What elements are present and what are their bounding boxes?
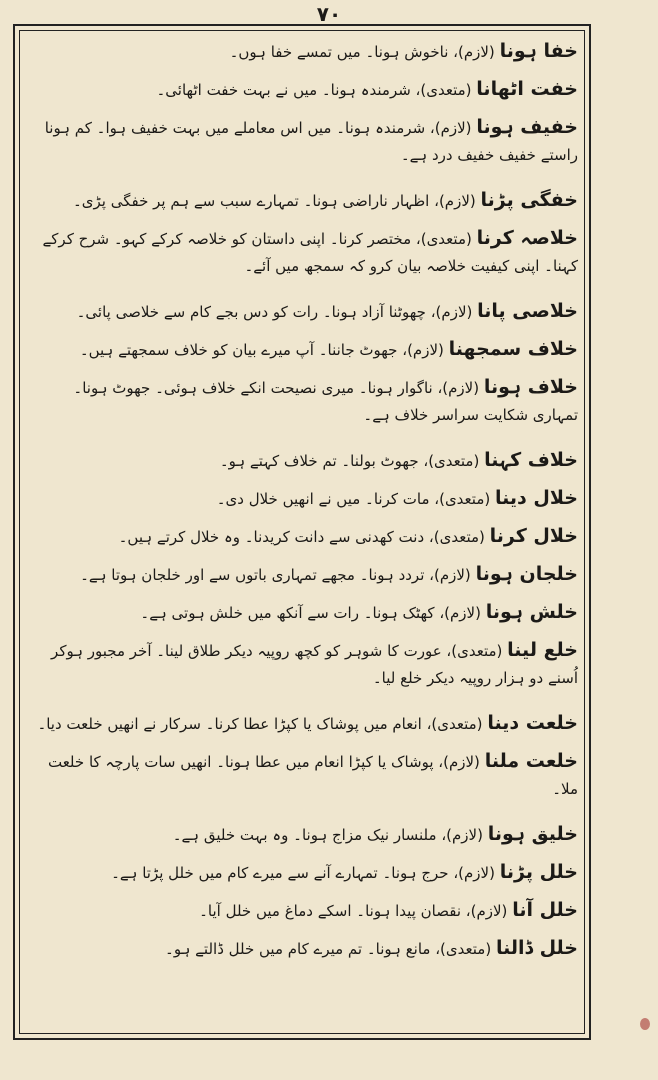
entry-headword: خفت اٹھانا bbox=[476, 78, 578, 100]
dictionary-entries bbox=[26, 38, 578, 1030]
entry-definition: (لازم)، ناخوش ہونا۔ میں تمسے خفا ہوں۔ bbox=[229, 43, 495, 61]
page-number: ۷۰ bbox=[316, 2, 342, 26]
entry-headword: خلش ہونا bbox=[485, 601, 578, 623]
dictionary-entry bbox=[26, 187, 578, 215]
entry-definition: (لازم)، کھٹک ہونا۔ رات سے آنکھ میں خلش ہوتی ہے۔ bbox=[140, 604, 481, 622]
entry-headword: خلجان ہونا bbox=[475, 563, 578, 585]
entry-headword: خفگی پڑنا bbox=[480, 189, 578, 211]
dictionary-entry bbox=[26, 374, 578, 429]
entry-definition: (لازم)، ناگوار ہونا۔ میری نصیحت انکے خلاف ہوئی۔ جھوٹ ہونا۔ تمہاری شکایت سراسر خلاف ہے۔ bbox=[73, 379, 578, 424]
entry-headword: خلل پڑنا bbox=[499, 861, 578, 883]
entry-headword: خفیف ہونا bbox=[476, 116, 578, 138]
entry-headword: خلاف ہونا bbox=[483, 376, 578, 398]
entry-headword: خلاف سمجھنا bbox=[448, 338, 578, 360]
dictionary-entry bbox=[26, 523, 578, 551]
entry-definition: (متعدی)، جھوٹ بولنا۔ تم خلاف کہتے ہو۔ bbox=[219, 452, 480, 470]
entry-headword: خلعت دینا bbox=[487, 712, 578, 734]
dictionary-entry bbox=[26, 114, 578, 169]
dictionary-entry bbox=[26, 897, 578, 925]
entry-definition: (لازم)، اظہار ناراضی ہونا۔ تمہارے سبب سے ہم پر خفگی پڑی۔ bbox=[72, 192, 476, 210]
dictionary-entry bbox=[26, 38, 578, 66]
entry-headword: خفا ہونا bbox=[499, 40, 578, 62]
entry-definition: (لازم)، حرج ہونا۔ تمہارے آنے سے میرے کام میں خلل پڑتا ہے۔ bbox=[111, 864, 495, 882]
entry-headword: خلال دینا bbox=[495, 487, 578, 509]
entry-definition: (متعدی)، دنت کھدنی سے دانت کریدنا۔ وہ خلال کرتے ہیں۔ bbox=[118, 528, 485, 546]
dictionary-entry bbox=[26, 336, 578, 364]
dictionary-entry bbox=[26, 710, 578, 738]
entry-headword: خلل آنا bbox=[512, 899, 578, 921]
entry-definition: (متعدی)، مختصر کرنا۔ اپنی داستان کو خلاصہ کرکے کہو۔ شرح کرکے کہنا۔ اپنی کیفیت خلاصہ بیان کرو کہ سمجھ میں آئے۔ bbox=[42, 230, 578, 275]
entry-definition: (لازم)، شرمندہ ہونا۔ میں اس معاملے میں بہت خفیف ہوا۔ کم ہونا راستے خفیف خفیف درد ہے۔ bbox=[44, 119, 578, 164]
dictionary-entry bbox=[26, 298, 578, 326]
entry-definition: (لازم)، تردد ہونا۔ مجھے تمہاری باتوں سے اور خلجان ہوتا ہے۔ bbox=[80, 566, 471, 584]
entry-headword: خلع لینا bbox=[507, 639, 578, 661]
entry-definition: (متعدی)، شرمندہ ہونا۔ میں نے بہت خفت اٹھائی۔ bbox=[156, 81, 472, 99]
entry-headword: خلال کرنا bbox=[489, 525, 578, 547]
entry-headword: خلیق ہونا bbox=[487, 823, 578, 845]
entry-definition: (لازم)، ملنسار نیک مزاج ہونا۔ وہ بہت خلیق ہے۔ bbox=[172, 826, 483, 844]
dictionary-entry bbox=[26, 821, 578, 849]
dictionary-entry bbox=[26, 599, 578, 627]
entry-headword: خلل ڈالنا bbox=[495, 937, 578, 959]
dictionary-entry bbox=[26, 859, 578, 887]
dictionary-entry bbox=[26, 485, 578, 513]
dictionary-entry bbox=[26, 935, 578, 963]
entry-definition: (متعدی)، عورت کا شوہر کو کچھ روپیہ دیکر طلاق لینا۔ آخر مجبور ہوکر اُسنے دو ہزار روپیہ دیکر خلع لیا۔ bbox=[51, 642, 578, 687]
dictionary-entry bbox=[26, 748, 578, 803]
paper-stain bbox=[640, 1018, 650, 1030]
entry-definition: (متعدی)، مانع ہونا۔ تم میرے کام میں خلل ڈالتے ہو۔ bbox=[165, 940, 492, 958]
entry-definition: (متعدی)، انعام میں پوشاک یا کپڑا عطا کرنا۔ سرکار نے انھیں خلعت دیا۔ bbox=[37, 715, 483, 733]
entry-headword: خلاف کہنا bbox=[484, 449, 578, 471]
entry-definition: (لازم)، چھوٹنا آزاد ہونا۔ رات کو دس بجے کام سے خلاصی پائی۔ bbox=[76, 303, 473, 321]
entry-headword: خلاصہ کرنا bbox=[476, 227, 578, 249]
dictionary-entry bbox=[26, 447, 578, 475]
entry-definition: (لازم)، جھوٹ جاننا۔ آپ میرے بیان کو خلاف سمجھتے ہیں۔ bbox=[79, 341, 444, 359]
entry-definition: (متعدی)، مات کرنا۔ میں نے انھیں خلال دی۔ bbox=[216, 490, 491, 508]
entry-definition: (لازم)، نقصان پیدا ہونا۔ اسکے دماغ میں خلل آیا۔ bbox=[199, 902, 508, 920]
entry-headword: خلعت ملنا bbox=[484, 750, 578, 772]
dictionary-entry bbox=[26, 561, 578, 589]
dictionary-entry bbox=[26, 225, 578, 280]
dictionary-entry bbox=[26, 637, 578, 692]
entry-headword: خلاصی پانا bbox=[477, 300, 578, 322]
entry-definition: (لازم)، پوشاک یا کپڑا انعام میں عطا ہونا۔ انھیں سات پارچہ کا خلعت ملا۔ bbox=[47, 753, 578, 798]
dictionary-entry bbox=[26, 76, 578, 104]
